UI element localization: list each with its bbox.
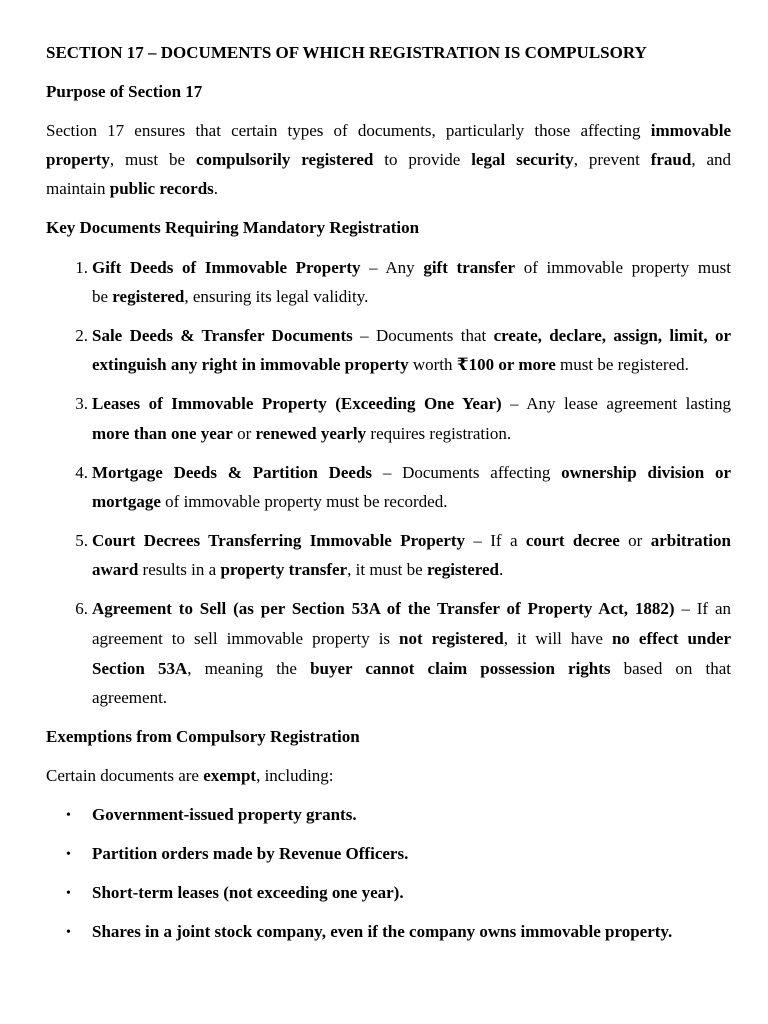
list-number: 6. bbox=[75, 599, 88, 618]
list-item-4-line-1: Mortgage Deeds & Partition Deeds – Documents affecting ownership division or bbox=[92, 463, 731, 482]
list-item-2-line-2: extinguish any right in immovable property worth ₹100 or more must be registered. bbox=[92, 355, 689, 374]
list-item-6-line-3: Section 53A, meaning the buyer cannot claim possession rights based on that bbox=[92, 659, 731, 678]
exemption-item: Government-issued property grants. bbox=[92, 805, 357, 824]
list-number: 5. bbox=[75, 531, 88, 550]
purpose-line-1: Section 17 ensures that certain types of documents, particularly those affecting immovable bbox=[46, 121, 731, 140]
purpose-heading: Purpose of Section 17 bbox=[46, 82, 203, 101]
bullet-icon: • bbox=[66, 808, 71, 823]
list-item-3-line-2: more than one year or renewed yearly requires registration. bbox=[92, 424, 512, 443]
list-item-4-line-2: mortgage of immovable property must be recorded. bbox=[92, 492, 448, 511]
list-item-6-line-2: agreement to sell immovable property is not registered, it will have no effect under bbox=[92, 629, 731, 648]
document-title: SECTION 17 – DOCUMENTS OF WHICH REGISTRATION IS COMPULSORY bbox=[46, 43, 647, 62]
list-item-6-line-1: Agreement to Sell (as per Section 53A of the Transfer of Property Act, 1882) – If an bbox=[92, 599, 731, 618]
list-number: 2. bbox=[75, 326, 88, 345]
exemptions-intro: Certain documents are exempt, including: bbox=[46, 766, 334, 785]
exemptions-heading: Exemptions from Compulsory Registration bbox=[46, 727, 360, 746]
list-item-5-line-2: award results in a property transfer, it must be registered. bbox=[92, 560, 504, 579]
list-item-5-line-1: Court Decrees Transferring Immovable Property – If a court decree or arbitration bbox=[92, 531, 731, 550]
list-number: 3. bbox=[75, 394, 88, 413]
exemption-item: Short-term leases (not exceeding one year). bbox=[92, 883, 404, 902]
list-number: 4. bbox=[75, 463, 88, 482]
list-item-1-line-2: be registered, ensuring its legal validity. bbox=[92, 287, 369, 306]
list-item-6-line-4: agreement. bbox=[92, 688, 168, 707]
bullet-icon: • bbox=[66, 847, 71, 862]
bullet-icon: • bbox=[66, 925, 71, 940]
exemption-item: Partition orders made by Revenue Officers. bbox=[92, 844, 409, 863]
purpose-line-3: maintain public records. bbox=[46, 179, 219, 198]
list-item-3-line-1: Leases of Immovable Property (Exceeding One Year) – Any lease agreement lasting bbox=[92, 394, 732, 413]
purpose-line-2: property, must be compulsorily registered to provide legal security, prevent fraud, and bbox=[46, 150, 732, 169]
bullet-icon: • bbox=[66, 886, 71, 901]
list-item-2-line-1: Sale Deeds & Transfer Documents – Documents that create, declare, assign, limit, or bbox=[92, 326, 731, 345]
key-documents-heading: Key Documents Requiring Mandatory Registration bbox=[46, 218, 420, 237]
list-item-1-line-1: Gift Deeds of Immovable Property – Any gift transfer of immovable property must bbox=[92, 258, 731, 277]
list-number: 1. bbox=[75, 258, 88, 277]
exemption-item: Shares in a joint stock company, even if the company owns immovable property. bbox=[92, 922, 673, 941]
